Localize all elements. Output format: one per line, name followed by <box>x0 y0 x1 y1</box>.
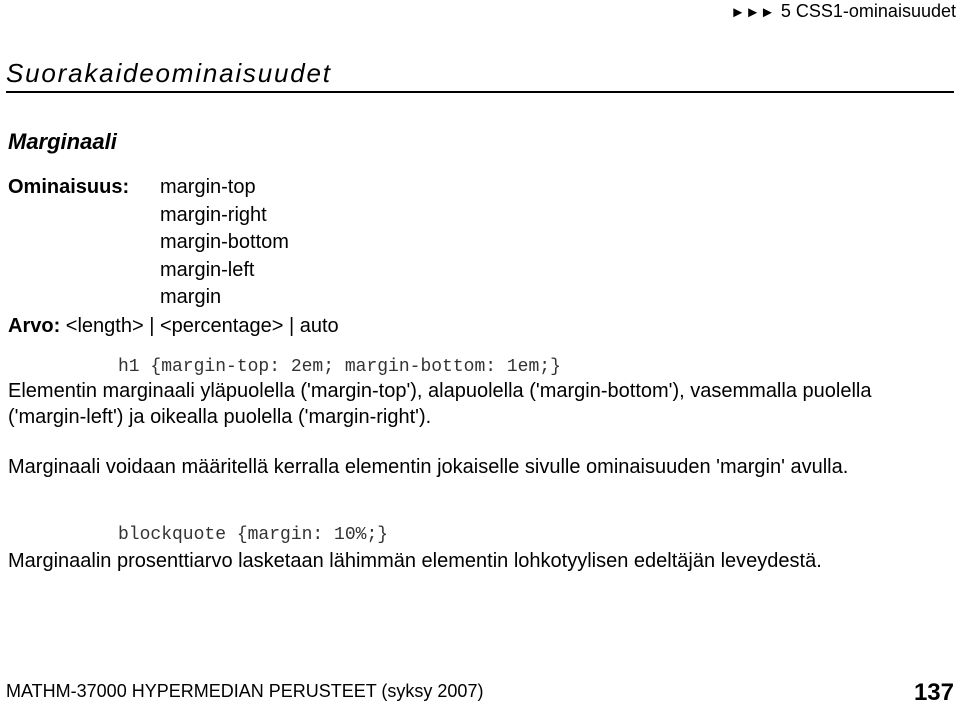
page-header <box>730 0 956 24</box>
footer-course: MATHM-37000 HYPERMEDIAN PERUSTEET (syksy 2007) <box>6 681 484 701</box>
property-list <box>8 174 289 312</box>
property-value: margin-top <box>160 176 256 198</box>
property-value: margin <box>160 286 222 309</box>
chapter-title: 5 CSS1-ominaisuudet <box>780 1 956 21</box>
property-row <box>8 202 267 230</box>
property-label: Ominaisuus: <box>8 176 130 198</box>
value-row <box>8 312 339 340</box>
paragraph-1: Elementin marginaali yläpuolella ('margin-top'), alapuolella ('margin-bottom'), vasemmalla puolella ('margin-left') ja oikealla puolella ('margin-right'). <box>8 380 872 428</box>
header-arrows-icon: ►►► <box>730 4 775 21</box>
property-value: margin-right <box>160 203 267 226</box>
section-title: Suorakaideominaisuudet <box>6 56 954 93</box>
value-text: <length> | <percentage> | auto <box>65 315 339 337</box>
property-value: margin-left <box>160 258 255 281</box>
value-label: Arvo: <box>8 315 61 337</box>
paragraph-3: Marginaalin prosenttiarvo lasketaan lähimmän elementin lohkotyylisen edeltäjän leveydestä. <box>8 550 822 572</box>
page-number: 137 <box>913 679 954 706</box>
code-example-2: blockquote {margin: 10%;} <box>118 525 389 545</box>
property-row <box>8 257 255 285</box>
property-row <box>8 174 256 202</box>
code-example-1: h1 {margin-top: 2em; margin-bottom: 1em;} <box>118 357 561 377</box>
paragraph-2: Marginaali voidaan määritellä kerralla elementin jokaiselle sivulle ominaisuuden 'margin' avulla. <box>8 456 849 478</box>
property-row <box>8 284 222 312</box>
subsection-title: Marginaali <box>8 129 117 154</box>
property-value: margin-bottom <box>160 231 289 254</box>
property-row <box>8 229 289 257</box>
